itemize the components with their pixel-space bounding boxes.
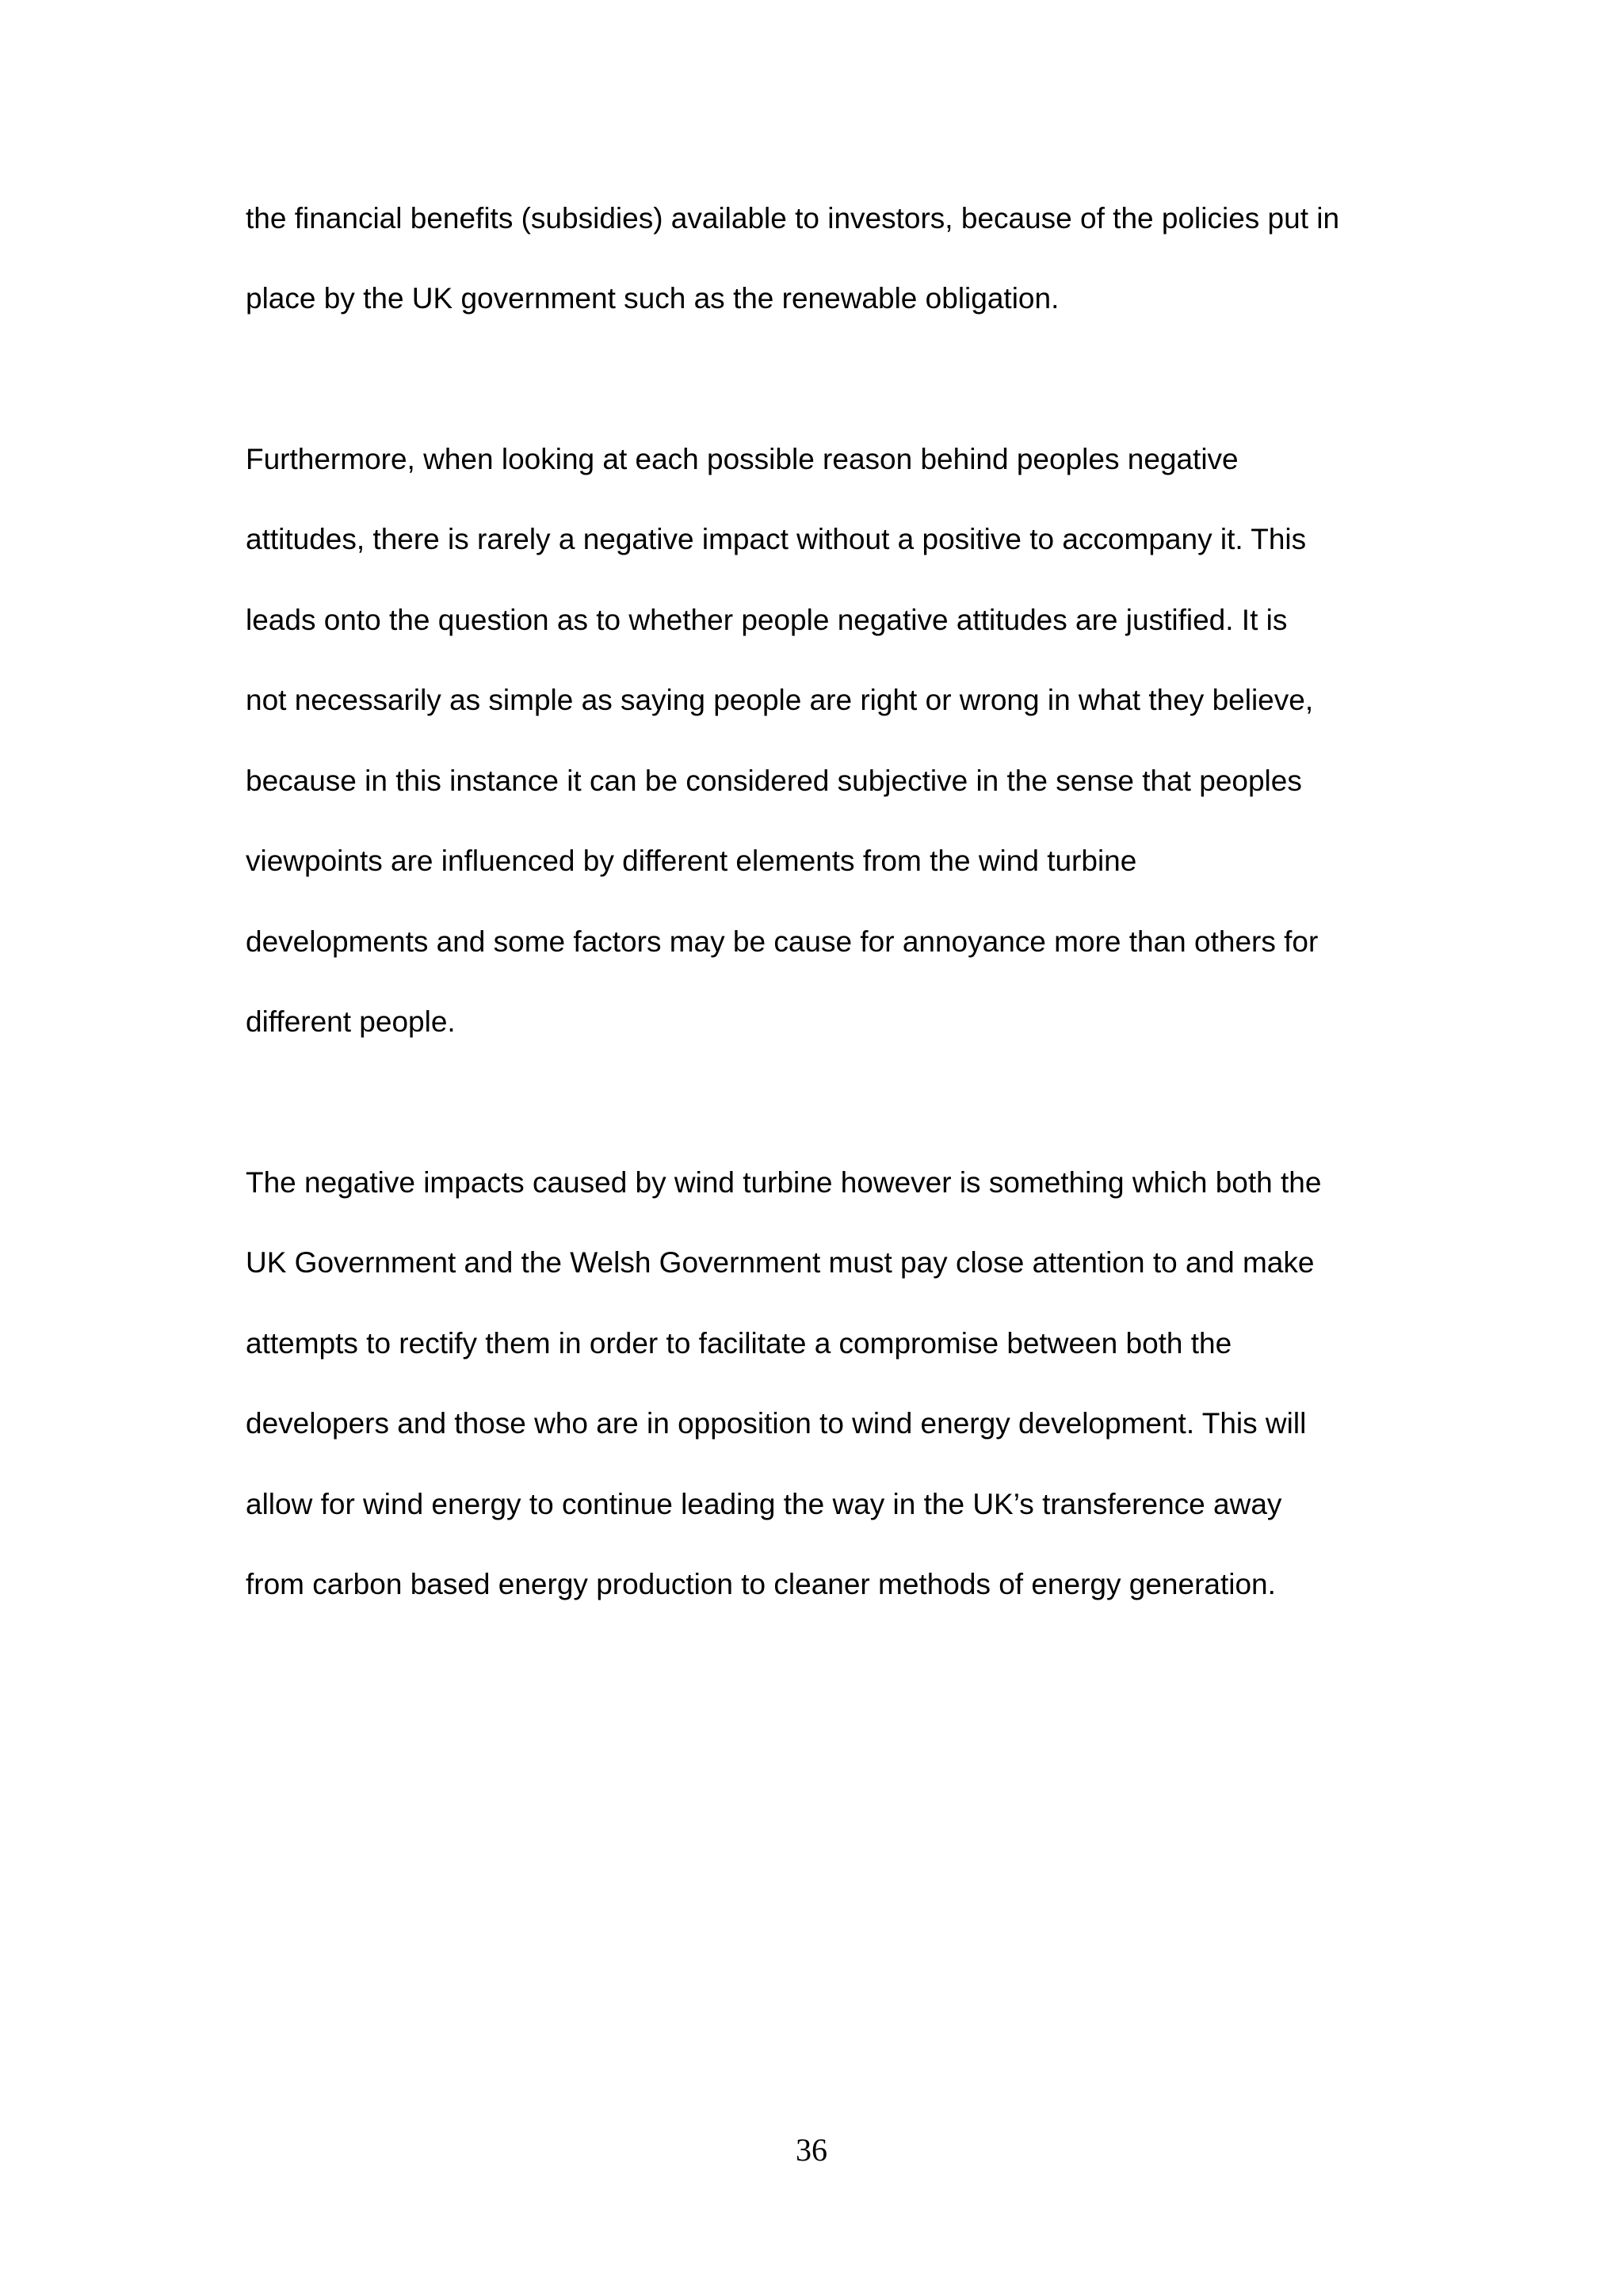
paragraph-line: Furthermore, when looking at each possible reason behind peoples negative	[246, 443, 1239, 475]
page-number: 36	[796, 2132, 827, 2168]
paragraph-line: place by the UK government such as the renewable obligation.	[246, 282, 1060, 315]
paragraph-line: from carbon based energy production to cleaner methods of energy generation.	[246, 1568, 1276, 1600]
paragraph-line: viewpoints are influenced by different elements from the wind turbine	[246, 845, 1137, 877]
paragraph-line: because in this instance it can be considered subjective in the sense that peoples	[246, 765, 1302, 797]
paragraph-line: UK Government and the Welsh Government must pay close attention to and make	[246, 1246, 1315, 1279]
paragraph-line: developments and some factors may be cause for annoyance more than others for	[246, 925, 1319, 958]
paragraph-line: different people.	[246, 1005, 456, 1038]
paragraph-line: attempts to rectify them in order to facilitate a compromise between both the	[246, 1327, 1232, 1360]
paragraph-line: allow for wind energy to continue leading the way in the UK’s transference away	[246, 1488, 1282, 1520]
paragraph-line: developers and those who are in opposition to wind energy development. This will	[246, 1407, 1307, 1440]
paragraph-line: The negative impacts caused by wind turbine however is something which both the	[246, 1166, 1322, 1199]
paragraph-line: attitudes, there is rarely a negative impact without a positive to accompany it. This	[246, 523, 1307, 555]
paragraph-line: leads onto the question as to whether people negative attitudes are justified. It is	[246, 604, 1288, 636]
paragraph-line: not necessarily as simple as saying people are right or wrong in what they believe,	[246, 684, 1314, 716]
paragraph-line: the financial benefits (subsidies) available to investors, because of the policies put in	[246, 202, 1340, 235]
